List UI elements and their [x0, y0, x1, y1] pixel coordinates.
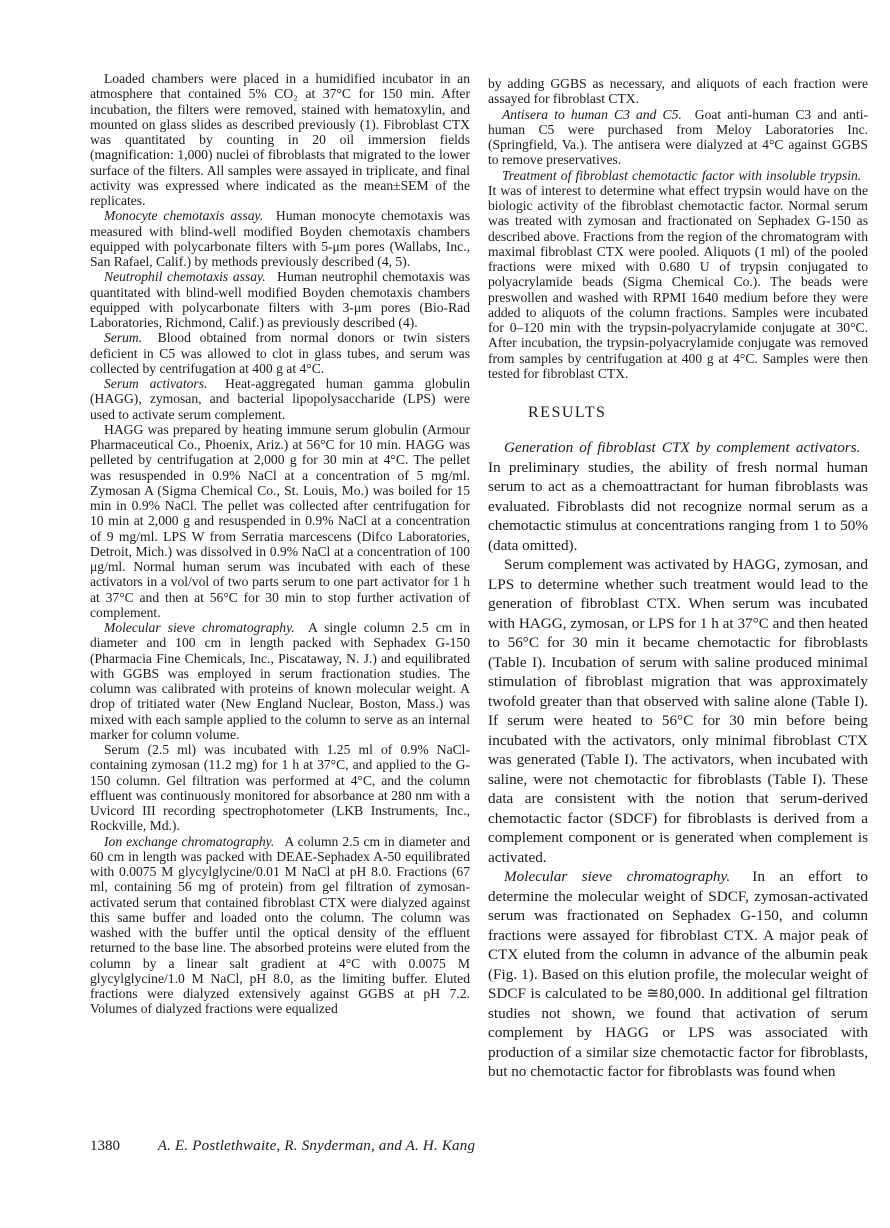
paragraph-heading: Monocyte chemotaxis assay. [104, 208, 264, 224]
paragraph-heading: Molecular sieve chromatography. [104, 620, 295, 635]
paragraph-text: HAGG was prepared by heating immune serum globulin (Armour Pharmaceutical Co., Phoenix, Ariz.) at 56°C for 10 min. HAGG was pelleted by centrifugation at 2,000 g for 30 min at 4°C. The pellet was resuspended in 0.9% NaCl at a concentration of 5 mg/ml. Zymosan A (Sigma Chemical Co., St. Louis, Mo.) was boiled for 15 min in 0.9% NaCl. The pellet was collected after centrifugation for 10 min at 2,000 g and resuspended in 0.9% NaCl at a concentration of 9 mg/ml. LPS W from Serratia marcescens (Difco Laboratories, Detroit, Mich.) was dissolved in 0.9% NaCl at a concentration of 100 μg/ml. Normal human serum was incubated with each of these activators in a vol/vol of two parts serum to one part activator for 1 h at 37°C and then at 56°C for 30 min to stop further activation of complement. [90, 421, 470, 620]
paragraph [488, 555, 868, 867]
paragraph-heading: Antisera to human C3 and C5. [502, 106, 682, 122]
page-number: 1380 [90, 1138, 120, 1154]
paragraph-text: Human monocyte chemotaxis was measured with blind-well modified Boyden chemotaxis chambers equipped with polycarbonate filters with 5-μm pores (Wallabs, Inc., San Rafael, Calif.) by methods previously described (4, 5). [90, 208, 471, 269]
results-section [488, 438, 868, 1082]
paragraph-text: It was of interest to determine what effect trypsin would have on the biologic activity of the fibroblast chemotactic factor. Normal serum was treated with zymosan and fractionated on Sephadex G-150 as described above. Fractions from the region of the chromatogram with maximal fibroblast CTX were pooled. Aliquots (1 ml) of the pooled fractions were mixed with 0.680 U of trypsin conjugated to polyacrylamide beads (Sigma Chemical Co.). The beads were preswollen and washed with RPMI 1640 medium before they were added to aliquots of the column fractions. Samples were incubated for 0–120 min with the trypsin-polyacrylamide conjugate at 30°C. After incubation, the trypsin-polyacrylamide conjugate was removed from samples by centrifugation at 400 g at 4°C. Samples were then tested for fibroblast CTX. [488, 182, 868, 381]
paragraph-heading: Serum activators. [104, 376, 208, 391]
paragraph-heading: Molecular sieve chromatography. [504, 868, 731, 885]
paragraph [90, 376, 470, 422]
paragraph-heading: Ion exchange chromatography. [104, 833, 275, 849]
paragraph [90, 330, 470, 376]
paragraph-text: In preliminary studies, the ability of fresh normal human serum to act as a chemoattractant for human fibroblasts was evaluated. Fibroblasts did not recognize normal serum as a chemotactic stimulus at concentrations ranging from 1 to 50% (data omitted). [488, 458, 868, 554]
paragraph [90, 742, 470, 834]
paragraph-text: Goat anti-human C3 and anti-human C5 were purchased from Meloy Laboratories Inc. (Springfield, Va.). The antisera were dialyzed at 4°C against GGBS to remove preservatives. [488, 106, 868, 168]
paragraph [488, 107, 868, 168]
paragraph-heading: Serum. [104, 330, 143, 346]
paragraph-text: A single column 2.5 cm in diameter and 100 cm in length packed with Sephadex G-150 (Pharmacia Fine Chemicals, Inc., Piscataway, N. J.) and equilibrated with GGBS was employed in serum fractionation studies. The column was calibrated with proteins of known molecular weight. A drop of tritiated water (New England Nuclear, Boston, Mass.) was mixed with each sample applied to the column to serve as an internal marker for column volume. [90, 620, 470, 742]
paragraph-text: In an effort to determine the molecular weight of SDCF, zymosan-activated serum was fractionated on Sephadex G-150, and column fractions were assayed for fibroblast CTX. A major peak of CTX eluted from the column in advance of the albumin peak (Fig. 1). Based on this elution profile, the molecular weight of SDCF is calculated to be ≅80,000. In additional gel filtration studies not shown, we found that activation of serum complement by HAGG or LPS was associated with production of a similar size chemotactic factor for fibroblasts, but no chemotactic factor for fibroblasts was found when [488, 868, 868, 1080]
paragraph [90, 269, 470, 330]
paragraph [90, 208, 470, 269]
paragraph-text: Serum (2.5 ml) was incubated with 1.25 ml of 0.9% NaCl-containing zymosan (11.2 mg) for 1 h at 37°C, and applied to the G-150 column. Gel filtration was performed at 4°C, and the column effluent was continuously monitored for absorbance at 280 nm with a Uvicord III recording spectrophotometer (LKB Instruments, Inc., Rockville, Md.). [90, 742, 470, 834]
paragraph [488, 867, 868, 1082]
paragraph-text: Blood obtained from normal donors or twin sisters deficient in C5 was allowed to clot in glass tubes, and serum was collected by centrifugation at 400 g at 4°C. [90, 330, 470, 376]
page-footer [90, 1138, 475, 1155]
methods-continued [488, 76, 868, 381]
paragraph-text: A column 2.5 cm in diameter and 60 cm in length was packed with DEAE-Sephadex A-50 equilibrated with 0.0075 M glycylglycine/0.01 M NaCl at pH 8.0. Fractions (67 ml, containing 56 mg of protein) from gel filtration of zymosan-activated serum that contained fibroblast CTX were dialyzed against this same buffer and loaded onto the column. The column was washed with the buffer until the optical density of the effluent returned to the base line. The absorbed proteins were eluted from the column by a linear salt gradient at 4°C with 0.0075 M glycylglycine/1.0 M NaCl, pH 8.0, as the limiting buffer. Eluted fractions were dialyzed extensively against GGBS at pH 7.2. Volumes of dialyzed fractions were equalized [90, 833, 470, 1017]
paragraph-text: by adding GGBS as necessary, and aliquots of each fraction were assayed for fibroblast CTX. [488, 76, 868, 107]
paragraph-heading: Neutrophil chemotaxis assay. [104, 269, 266, 285]
paragraph-text: Heat-aggregated human gamma globulin (HAGG), zymosan, and bacterial lipopolysaccharide (LPS) were used to activate serum complement. [90, 376, 471, 422]
right-column [488, 76, 868, 1082]
paragraph [488, 438, 868, 555]
paragraph [488, 168, 868, 382]
paragraph-text: Serum complement was activated by HAGG, zymosan, and LPS to determine whether such treatment would lead to the generation of fibroblast CTX. When serum was incubated with HAGG, zymosan, or LPS for 1 h at 37°C and then heated to 56°C for 30 min it became chemotactic for fibroblasts (Table I). Incubation of serum with saline produced minimal stimulation of fibroblast migration that was approximately twofold greater than that observed with saline alone (Table I). If serum were heated to 56°C for 30 min before being incubated with the activators, only minimal fibroblast CTX was generated (Table I). The activators, when incubated with saline, were not chemotactic for fibroblasts (Table I). These data are consistent with the notion that serum-derived chemotactic factor (SDCF) for fibroblasts is derived from a complement component or is generated when complement is activated. [488, 556, 868, 866]
authors: A. E. Postlethwaite, R. Snyderman, and A. H. Kang [157, 1138, 476, 1154]
paragraph [90, 620, 470, 742]
paragraph [488, 76, 868, 107]
paragraph [90, 71, 470, 208]
paragraph-heading: Treatment of fibroblast chemotactic factor with insoluble trypsin. [502, 167, 862, 183]
paragraph [90, 422, 470, 620]
paragraph-text: Human neutrophil chemotaxis was quantitated with blind-well modified Boyden chemotaxis chambers equipped with polycarbonate filters with 3-μm pores (Bio-Rad Laboratories, Richmond, Calif.) as previously described (4). [90, 269, 470, 330]
paragraph-text: Loaded chambers were placed in a humidified incubator in an atmosphere that contained 5% CO₂ at 37°C for 150 min. After incubation, the filters were removed, stained with hematoxylin, and mounted on glass slides as described previously (1). Fibroblast CTX was quantitated by counting in 20 oil immersion fields (magnification: 1,000) nuclei of fibroblasts that migrated to the lower surface of the filters. All samples were assayed in triplicate, and final activity was expressed where indicated as the mean±SEM of the replicates. [90, 71, 470, 208]
left-column [90, 71, 470, 1017]
paragraph [90, 834, 470, 1017]
results-heading: RESULTS [528, 404, 607, 421]
paragraph-heading: Generation of fibroblast CTX by complement activators. [504, 439, 861, 456]
